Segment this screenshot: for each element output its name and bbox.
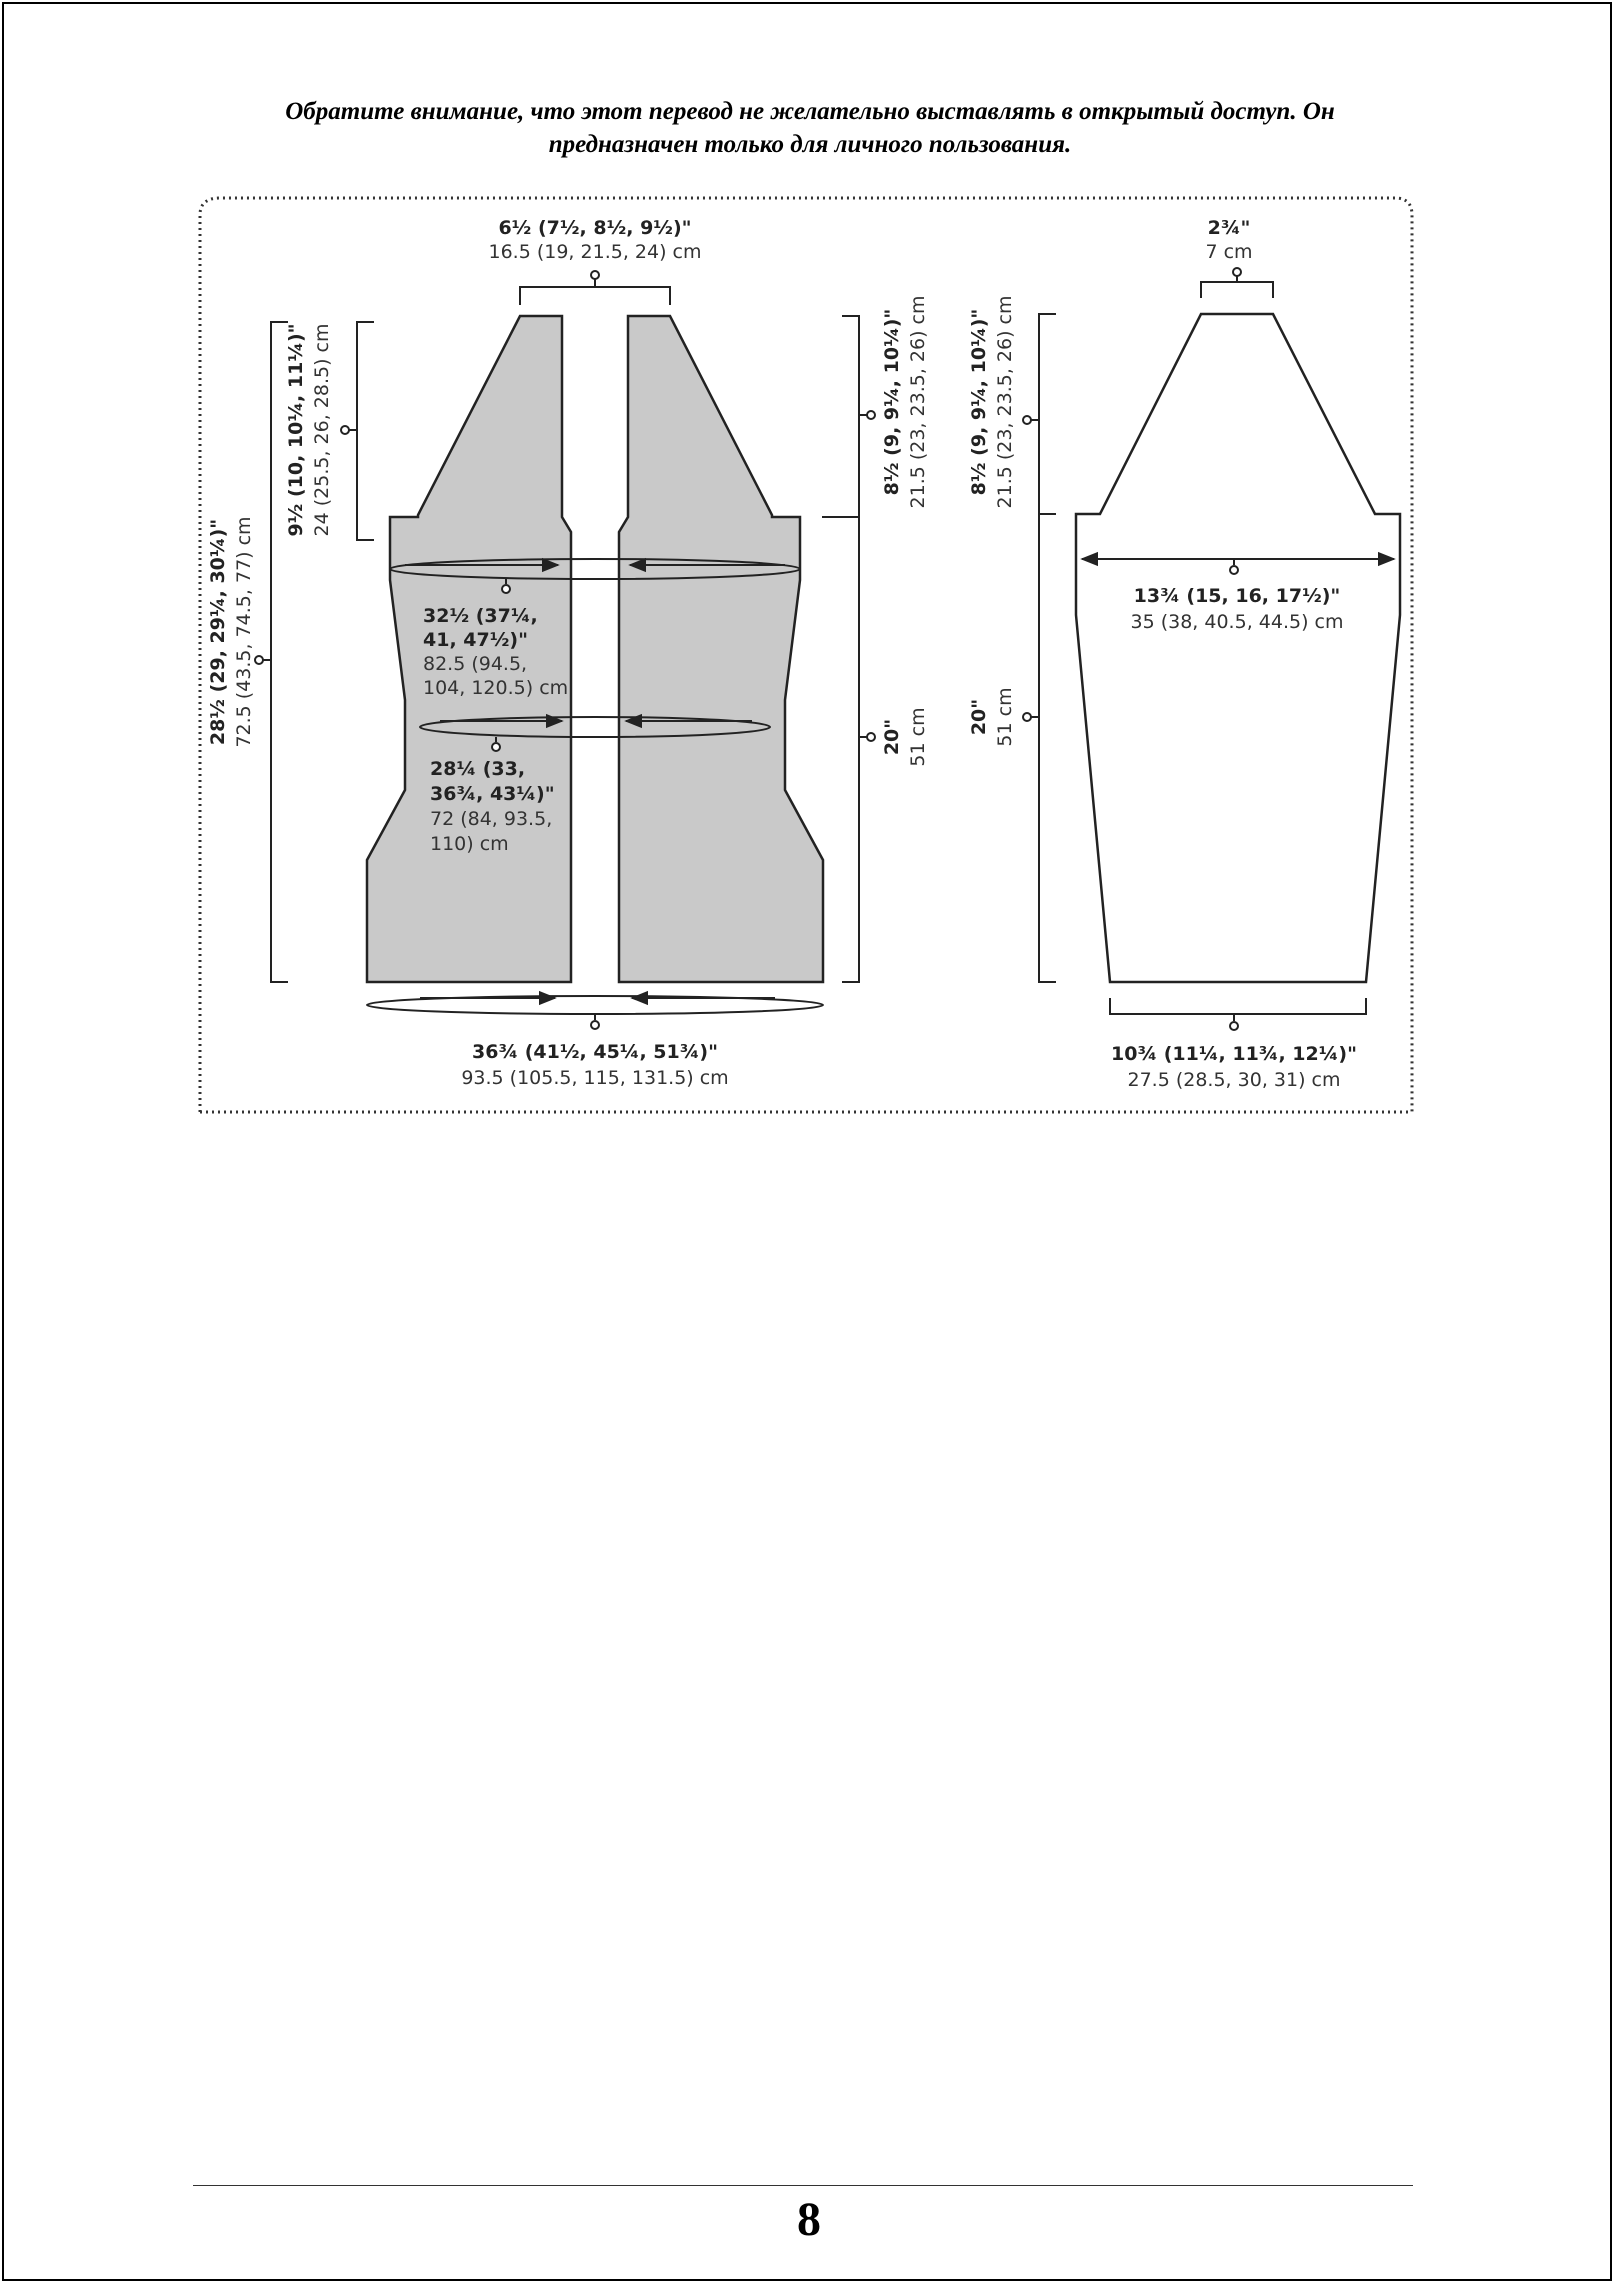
bust-in-2: 41, 47½)" [423,629,528,651]
bust-in-1: 32½ (37¼, [423,605,538,627]
armhole-depth-bracket [842,316,859,517]
total-length-cm: 72.5 (43.5, 74.5, 77) cm [233,516,255,748]
schematic-diagram [0,0,1618,1140]
cuff-in: 10¾ (11¼, 11¾, 12¼)" [1111,1043,1357,1065]
sleeve-length-in: 20" [968,698,990,736]
neck-width-dot [591,271,599,279]
bust-cm-2: 104, 120.5) cm [423,677,569,699]
sleeve-top-bracket [1201,282,1273,298]
hem-in: 36¾ (41½, 45¼, 51¾)" [472,1041,718,1063]
body-length-in: 20" [881,718,903,756]
waist-in-2: 36¾, 43¼)" [430,783,555,805]
neck-width-bracket [520,287,670,305]
sleeve-top-cm: 7 cm [1205,241,1253,263]
sleeve-length-cm: 51 cm [994,687,1016,747]
page-number: 8 [797,2193,821,2246]
sleeve-outline [1076,314,1400,982]
armhole-depth-in: 8½ (9, 9¼, 10¼)" [881,308,903,496]
neck-width-cm: 16.5 (19, 21.5, 24) cm [488,241,702,263]
sleeve-length-bracket [1039,514,1056,982]
collar-depth-bracket [357,322,374,540]
neck-width-in: 6½ (7½, 8½, 9½)" [498,217,692,239]
notice-line-2: предназначен только для личного пользования. [548,131,1072,158]
sleeve-schematic [968,217,1400,1091]
sleeve-top-in: 2¾" [1207,217,1251,239]
body-schematic [207,217,929,1089]
armhole-depth-cm: 21.5 (23, 23.5, 26) cm [907,295,929,509]
cuff-cm: 27.5 (28.5, 30, 31) cm [1127,1069,1341,1091]
upper-arm-cm: 35 (38, 40.5, 44.5) cm [1130,611,1344,633]
notice-line-1: Обратите внимание, что этот перевод не желательно выставлять в открытый доступ. Он [285,98,1335,125]
hem-cm: 93.5 (105.5, 115, 131.5) cm [461,1067,729,1089]
body-length-cm: 51 cm [907,707,929,767]
footer-rule [193,2185,1413,2186]
body-right-panel [619,316,823,982]
collar-depth-in: 9½ (10, 10¼, 11¼)" [285,323,307,537]
waist-cm-2: 110) cm [430,833,509,855]
upper-arm-in: 13¾ (15, 16, 17½)" [1133,585,1341,607]
waist-in-1: 28¼ (33, [430,758,526,780]
sleeve-cap-cm: 21.5 (23, 23.5, 26) cm [994,295,1016,509]
waist-cm-1: 72 (84, 93.5, [430,808,553,830]
collar-depth-cm: 24 (25.5, 26, 28.5) cm [311,323,333,537]
cuff-bracket [1110,998,1366,1014]
bust-cm-1: 82.5 (94.5, [423,653,528,675]
total-length-in: 28½ (29, 29¼, 30¼)" [207,518,229,746]
sleeve-cap-bracket [1039,314,1056,514]
body-length-bracket [822,517,859,982]
sleeve-cap-in: 8½ (9, 9¼, 10¼)" [968,308,990,496]
